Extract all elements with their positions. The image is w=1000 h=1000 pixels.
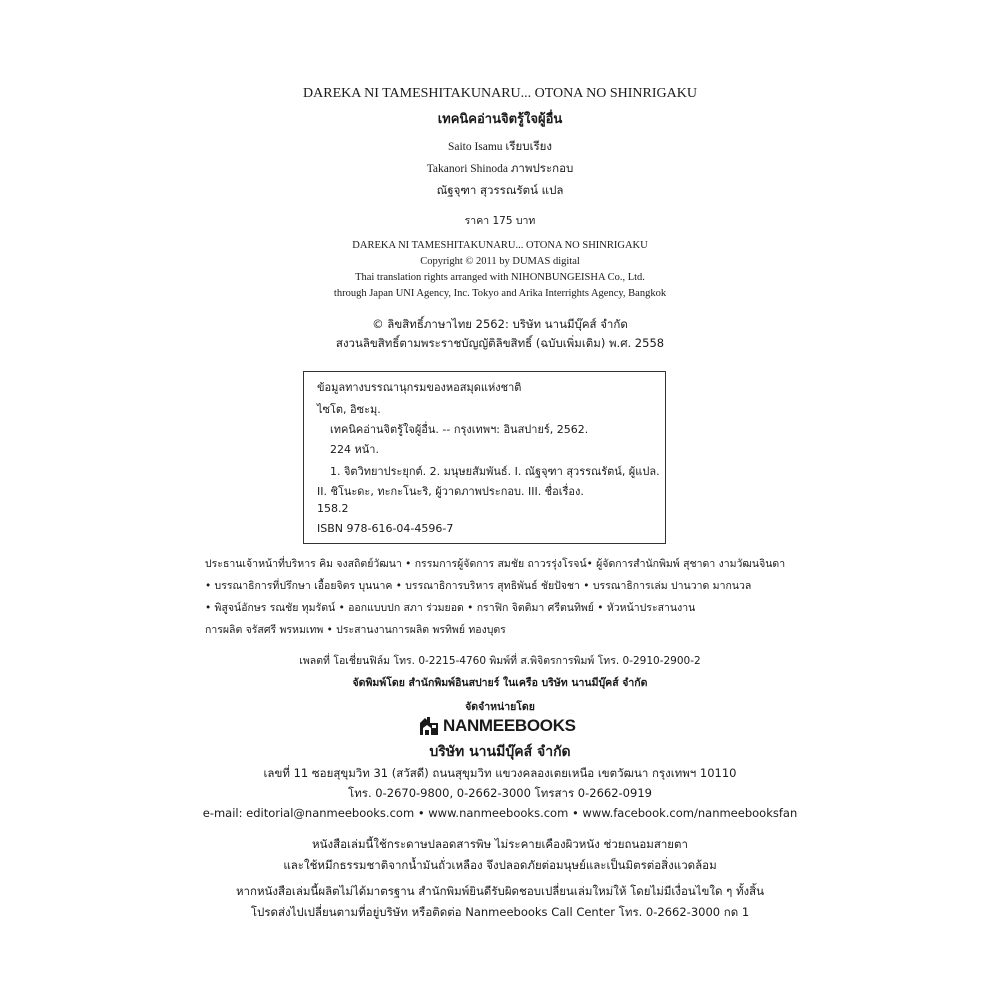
thai-rights-reserved-line: สงวนลิขสิทธิ์ตามพระราชบัญญัติลิขสิทธิ์ (ฉบับเพิ่มเติม) พ.ศ. 2558 — [335, 336, 665, 350]
printing-info: เพลตที่ โอเชี่ยนฟิล์ม โทร. 0-2215-4760 พิมพ์ที่ ส.พิจิตรการพิมพ์ โทร. 0-2910-2900-2 — [299, 655, 701, 667]
company-phone: โทร. 0-2670-9800, 0-2662-3000 โทรสาร 0-2662-0919 — [348, 786, 652, 800]
cip-subjects-continued: II. ชิโนะดะ, ทะกะโนะริ, ผู้วาดภาพประกอบ. III. ชื่อเรื่อง. — [317, 485, 584, 498]
credits-line-2: • บรรณาธิการที่ปรึกษา เอื้อยจิตร บุนนาค • บรรณาธิการบริหาร สุทธิพันธ์ ชัยปัจชา • บรรณาธิการเล่ม ปานวาด มากนวล — [205, 580, 752, 592]
footer-note-1: หนังสือเล่มนี้ใช้กระดาษปลอดสารพิษ ไม่ระคายเคืองผิวหนัง ช่วยถนอมสายตา — [312, 837, 688, 851]
company-address: เลขที่ 11 ซอยสุขุมวิท 31 (สวัสดี) ถนนสุขุมวิท แขวงคลองเตยเหนือ เขตวัฒนา กรุงเทพฯ 10110 — [263, 766, 737, 780]
cip-pages: 224 หน้า. — [330, 443, 379, 456]
separator: • — [417, 806, 425, 820]
author-credit: Saito Isamu เรียบเรียง — [447, 141, 553, 153]
publisher-logo — [418, 715, 576, 737]
distributed-by: จัดจำหน่ายโดย — [465, 701, 535, 713]
credits-line-3: • พิสูจน์อักษร รณชัย ทุมรัตน์ • ออกแบบปก สภา ร่วมยอด • กราฟิก จิตติมา ศรีตนทิพย์ • หัวหน้าประสานงาน — [205, 602, 696, 614]
cip-data-box — [303, 371, 666, 544]
credits-line-1: ประธานเจ้าหน้าที่บริหาร คิม จงสถิตย์วัฒนา • กรรมการผู้จัดการ สมชัย ถาวรรุ่งโรจน์• ผู้จัดการสำนักพิมพ์ สุชาดา งามวัฒนจินดา — [205, 558, 786, 570]
logo-wordmark: NANMEEBOOKS — [443, 716, 576, 735]
footer-note-2: และใช้หมึกธรรมชาติจากน้ำมันถั่วเหลือง จึงปลอดภัยต่อมนุษย์และเป็นมิตรต่อสิ่งแวดล้อม — [283, 858, 717, 872]
contact-line — [0, 806, 1000, 820]
thai-title: เทคนิคอ่านจิตรู้ใจผู้อื่น — [437, 112, 563, 127]
nanmeebooks-logo-icon — [418, 716, 440, 736]
original-title: DAREKA NI TAMESHITAKUNARU... OTONA NO SHINRIGAKU — [303, 86, 697, 101]
cip-title: เทคนิคอ่านจิตรู้ใจผู้อื่น. -- กรุงเทพฯ: อินสปายร์, 2562. — [330, 423, 589, 436]
agency-line: through Japan UNI Agency, Inc. Tokyo and Arika Interrights Agency, Bangkok — [333, 288, 667, 299]
cip-author: ไซโต, อิซะมุ. — [317, 403, 381, 416]
facebook-link[interactable]: www.facebook.com/nanmeebooksfan — [582, 806, 798, 820]
published-by: จัดพิมพ์โดย สำนักพิมพ์อินสปายร์ ในเครือ บริษัท นานมีบุ๊คส์ จำกัด — [352, 677, 648, 689]
footer-note-4: โปรดส่งไปเปลี่ยนตามที่อยู่บริษัท หรือติดต่อ Nanmeebooks Call Center โทร. 0-2662-3000 กด 1 — [250, 905, 750, 919]
translation-rights-line: Thai translation rights arranged with NIHONBUNGEISHA Co., Ltd. — [355, 272, 645, 283]
copyright-original-title: DAREKA NI TAMESHITAKUNARU... OTONA NO SHINRIGAKU — [352, 240, 648, 251]
company-name: บริษัท นานมีบุ๊คส์ จำกัด — [429, 744, 571, 760]
cip-isbn: ISBN 978-616-04-4596-7 — [317, 522, 454, 535]
email-link[interactable]: e-mail: editorial@nanmeebooks.com — [202, 806, 415, 820]
separator: • — [571, 806, 579, 820]
thai-copyright-line: © ลิขสิทธิ์ภาษาไทย 2562: บริษัท นานมีบุ๊คส์ จำกัด — [372, 317, 628, 331]
footer-note-3: หากหนังสือเล่มนี้ผลิตไม่ได้มาตรฐาน สำนักพิมพ์ยินดีรับผิดชอบเปลี่ยนเล่มใหม่ให้ โดยไม่มีเงื่อนไขใด ๆ ทั้งสิ้น — [235, 884, 765, 898]
copyright-line: Copyright © 2011 by DUMAS digital — [420, 256, 580, 267]
cip-classification: 158.2 — [317, 502, 349, 515]
credits-line-4: การผลิต จรัสศรี พรหมเทพ • ประสานงานการผลิต พรทิพย์ ทองบุตร — [205, 624, 506, 636]
price: ราคา 175 บาท — [464, 215, 536, 227]
website-link[interactable]: www.nanmeebooks.com — [428, 806, 569, 820]
translator-credit: ณัฐจุฑา สุวรรณรัตน์ แปล — [436, 183, 564, 197]
illustrator-credit: Takanori Shinoda ภาพประกอบ — [426, 163, 574, 175]
cip-heading: ข้อมูลทางบรรณานุกรมของหอสมุดแห่งชาติ — [317, 381, 522, 394]
cip-subjects: 1. จิตวิทยาประยุกต์. 2. มนุษยสัมพันธ์. I. ณัฐจุฑา สุวรรณรัตน์, ผู้แปล. — [330, 465, 660, 478]
